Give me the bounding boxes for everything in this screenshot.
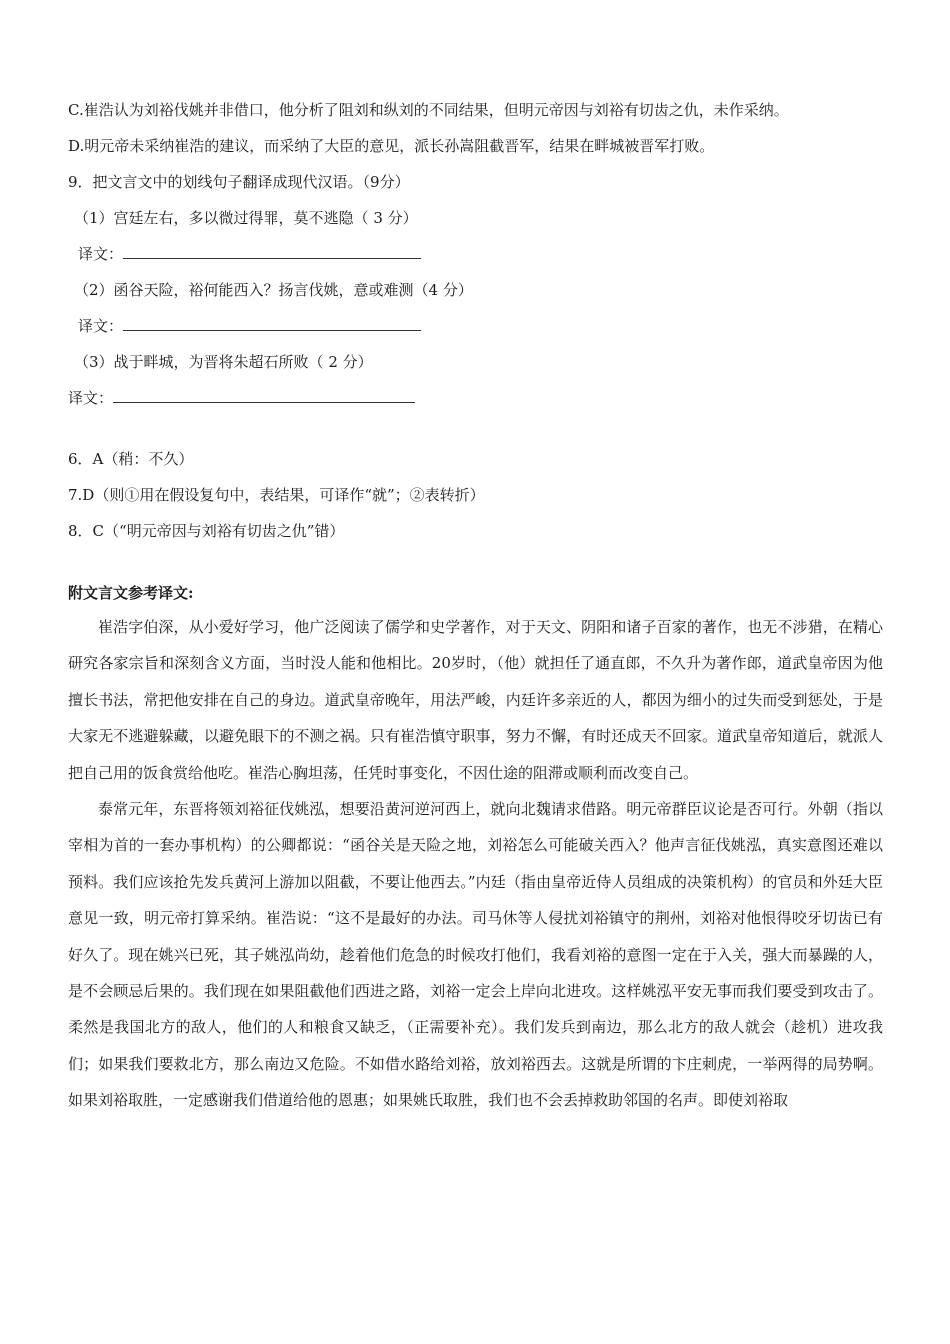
translation-label: 译文：: [78, 317, 124, 335]
question-9-part-3: （3）战于畔城，为晋将朱超石所败（ 2 分）: [74, 353, 373, 371]
answer-8: 8．C（“明元帝因与刘裕有切齿之仇”错）: [68, 522, 345, 540]
reference-heading: 附文言文参考译文:: [68, 584, 194, 602]
translation-line-1: [78, 244, 421, 264]
answer-blank: [113, 388, 415, 403]
question-9-part-1: （1）宫廷左右，多以微过得罪，莫不逃隐（ 3 分）: [74, 209, 418, 227]
answer-blank: [123, 244, 421, 259]
answer-6: 6．A（稍：不久）: [68, 450, 194, 468]
translation-line-3: [68, 388, 415, 408]
reference-paragraph-1: 崔浩字伯深，从小爱好学习，他广泛阅读了儒学和史学著作，对于天文、阴阳和诸子百家的著作，也无不涉猎，在精心研究各家宗旨和深刻含义方面，当时没人能和他相比。20岁时，（他）就担任了通直郎，不久升为著作郎，道武皇帝因为他擅长书法，常把他安排在自己的身边。道武皇帝晚年，用法严峻，内廷许多亲近的人，都因为细小的过失而受到惩处，于是大家无不逃避躲藏，以避免眼下的不测之祸。只有崔浩慎守职事，努力不懈，有时还成天不回家。道武皇帝知道后，就派人把自己用的饭食赏给他吃。崔浩心胸坦荡，任凭时事变化，不因仕途的阻滞或顺利而改变自己。: [68, 618, 883, 782]
translation-label: 译文：: [68, 389, 114, 407]
translation-line-2: [78, 316, 421, 336]
question-9-title: 9．把文言文中的划线句子翻译成现代汉语。（9分）: [68, 173, 410, 191]
option-c: C.崔浩认为刘裕伐姚并非借口，他分析了阻刘和纵刘的不同结果，但明元帝因与刘裕有切齿之仇，未作采纳。: [68, 101, 789, 119]
answer-7: 7.D（则①用在假设复句中，表结果，可译作“就”；②表转折）: [68, 486, 485, 504]
reference-paragraph-2: 泰常元年，东晋将领刘裕征伐姚泓，想要沿黄河逆河西上，就向北魏请求借路。明元帝群臣议论是否可行。外朝（指以宰相为首的一套办事机构）的公卿都说：“函谷关是天险之地，刘裕怎么可能破关西入？他声言征伐姚泓，真实意图还难以预料。我们应该抢先发兵黄河上游加以阻截，不要让他西去。”内廷（指由皇帝近侍人员组成的决策机构）的官员和外廷大臣意见一致，明元帝打算采纳。崔浩说：“这不是最好的办法。司马休等人侵扰刘裕镇守的荆州，刘裕对他恨得咬牙切齿已有好久了。现在姚兴已死，其子姚泓尚幼，趁着他们危急的时候攻打他们，我看刘裕的意图一定在于入关，强大而暴躁的人，是不会顾忌后果的。我们现在如果阻截他们西进之路，刘裕一定会上岸向北进攻。这样姚泓平安无事而我们要受到攻击了。柔然是我国北方的敌人，他们的人和粮食又缺乏，（正需要补充）。我们发兵到南边，那么北方的敌人就会（趁机）进攻我们；如果我们要救北方，那么南边又危险。不如借水路给刘裕，放刘裕西去。这就是所谓的卞庄刺虎，一举两得的局势啊。如果刘裕取胜，一定感谢我们借道给他的恩惠；如果姚氏取胜，我们也不会丢掉救助邻国的名声。即使刘裕取: [68, 800, 883, 1110]
question-9-part-2: （2）函谷天险，裕何能西入？扬言伐姚，意或难测（4 分）: [74, 281, 473, 299]
reference-translation: [68, 609, 883, 1119]
translation-label: 译文：: [78, 245, 124, 263]
answer-blank: [123, 316, 421, 331]
option-d: D.明元帝未采纳崔浩的建议，而采纳了大臣的意见，派长孙嵩阻截晋军，结果在畔城被晋军打败。: [68, 137, 715, 155]
